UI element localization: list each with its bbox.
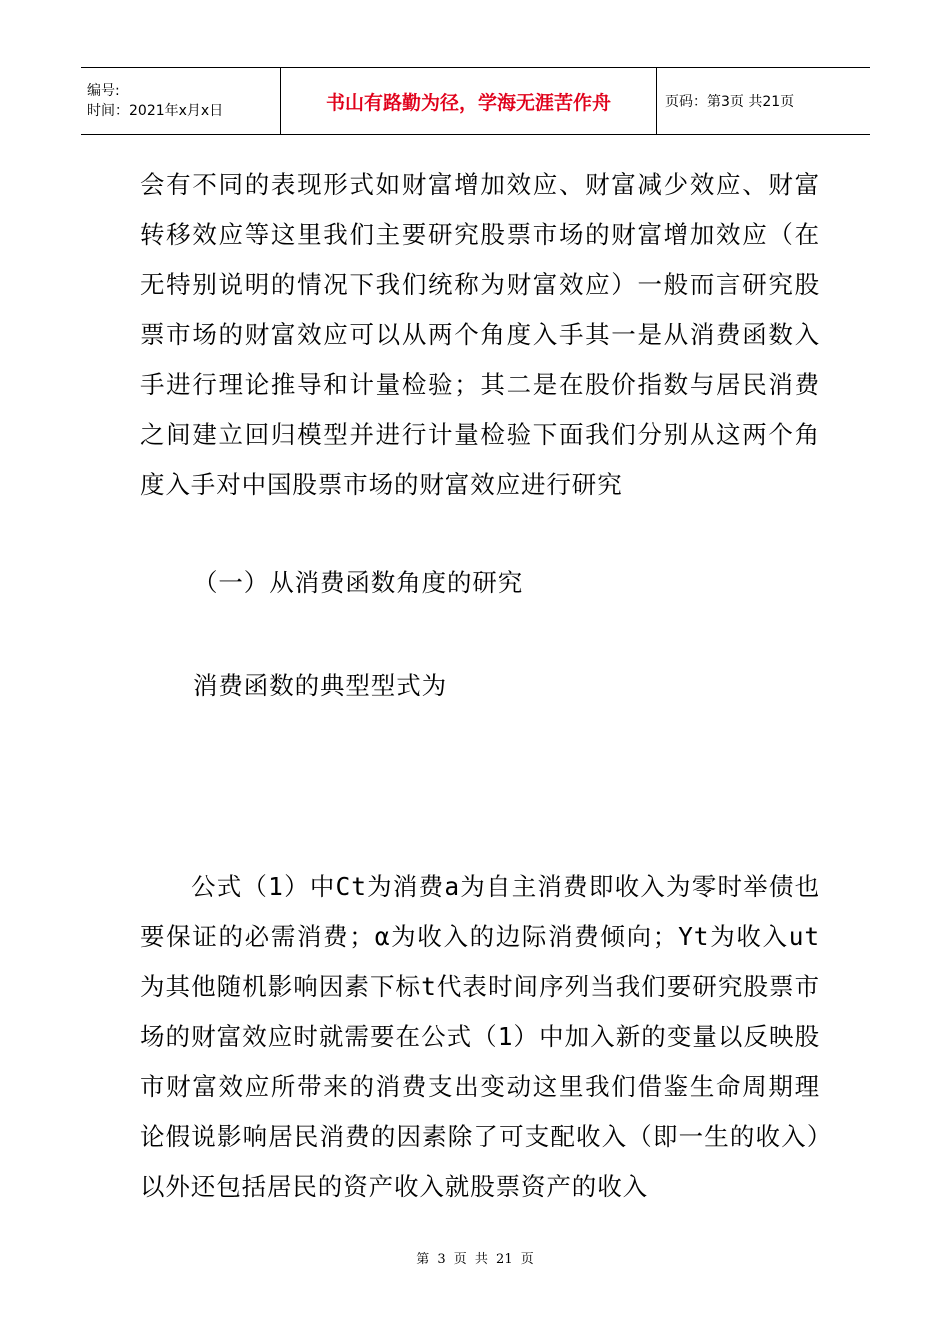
body-text-bottom — [140, 862, 820, 1212]
formula-intro: 消费函数的典型型式为 — [193, 671, 447, 700]
header-page-cell — [657, 68, 870, 134]
body-text-top — [140, 160, 820, 510]
paragraph-1: 会有不同的表现形式如财富增加效应、财富减少效应、财富转移效应等这里我们主要研究股票市场的财富增加效应（在无特别说明的情况下我们统称为财富效应）一般而言研究股票市场的财富效应可以从两个角度入手其一是从消费函数入手进行理论推导和计量检验；其二是在股价指数与居民消费之间建立回归模型并进行计量检验下面我们分别从这两个角度入手对中国股票市场的财富效应进行研究 — [140, 170, 820, 499]
number-label: 编号: — [87, 83, 120, 99]
paragraph-2: 公式（1）中Ct为消费a为自主消费即收入为零时举债也要保证的必需消费；α为收入的边际消费倾向；Yt为收入ut为其他随机影响因素下标t代表时间序列当我们要研究股票市场的财富效应时就需要在公式（1）中加入新的变量以反映股市财富效应所带来的消费支出变动这里我们借鉴生命周期理论假说影响居民消费的因素除了可支配收入（即一生的收入）以外还包括居民的资产收入就股票资产的收入 — [140, 872, 820, 1201]
header-motto-cell — [281, 68, 657, 134]
time-label: 时间：2021年x月x日 — [87, 103, 224, 119]
section-heading: （一）从消费函数角度的研究 — [193, 568, 524, 597]
header-meta-cell — [81, 68, 281, 134]
motto-text: 书山有路勤为径，学海无涯苦作舟 — [325, 91, 611, 114]
page-info: 页码：第3页 共21页 — [665, 94, 795, 110]
page-header — [81, 67, 870, 135]
page-footer: 第 3 页 共 21 页 — [416, 1252, 534, 1267]
